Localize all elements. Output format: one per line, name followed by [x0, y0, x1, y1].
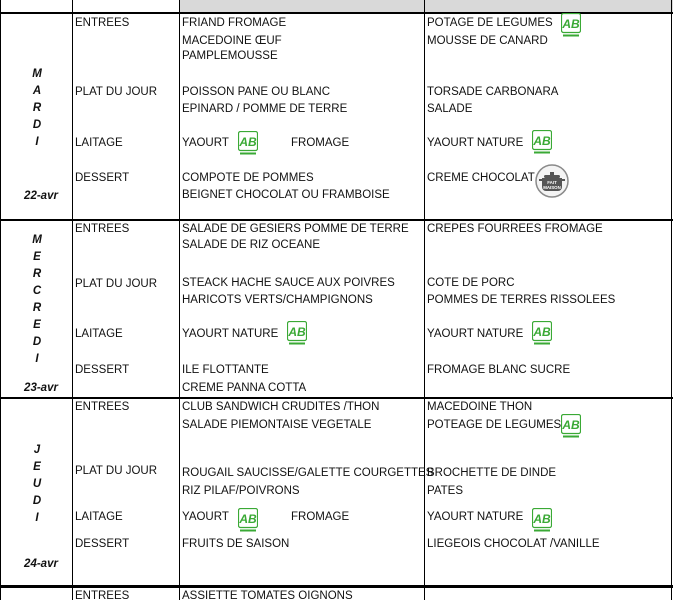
svg-text:AB: AB — [533, 325, 551, 339]
column-divider — [179, 0, 180, 600]
day-letter: R — [32, 302, 42, 314]
menu-item: FRIAND FROMAGE — [182, 17, 287, 29]
svg-text:AB: AB — [533, 512, 551, 526]
ab-organic-icon — [238, 508, 258, 534]
day-name-mardi — [25, 66, 49, 151]
ab-organic-icon — [532, 508, 552, 534]
menu-item: MOUSSE DE CANARD — [427, 35, 548, 47]
day-letter: I — [35, 353, 39, 365]
day-letter: J — [33, 444, 41, 456]
category-label: LAITAGE — [75, 137, 123, 149]
category-label: ENTREES — [75, 223, 130, 235]
category-label: PLAT DU JOUR — [75, 278, 158, 290]
day-letter: M — [32, 234, 42, 246]
ab-organic-icon — [287, 321, 307, 347]
fait-maison-icon — [535, 164, 569, 198]
menu-item: YAOURT — [182, 511, 229, 523]
column-divider — [671, 0, 672, 600]
menu-item: FROMAGE BLANC SUCRE — [427, 364, 571, 376]
menu-item: YAOURT — [182, 137, 229, 149]
header-band — [180, 0, 673, 12]
menu-item: POISSON PANE OU BLANC — [182, 86, 331, 98]
ab-organic-icon — [532, 130, 552, 156]
day-date: 24-avr — [24, 558, 58, 570]
menu-item: COTE DE PORC — [427, 277, 515, 289]
menu-item: YAOURT NATURE — [182, 328, 279, 340]
row-divider — [0, 219, 673, 221]
category-label: DESSERT — [75, 172, 130, 184]
category-label: ENTREES — [75, 401, 130, 413]
menu-item: POTEAGE DE LEGUMES — [427, 419, 562, 431]
menu-item: YAOURT NATURE — [427, 511, 524, 523]
day-letter: D — [32, 336, 42, 348]
menu-item: SALADE DE RIZ OCEANE — [182, 239, 321, 251]
day-letter: I — [35, 512, 39, 524]
menu-item: HARICOTS VERTS/CHAMPIGNONS — [182, 294, 373, 306]
svg-text:AB: AB — [239, 512, 257, 526]
category-label: PLAT DU JOUR — [75, 465, 158, 477]
row-divider — [0, 397, 673, 399]
day-letter: I — [35, 136, 39, 148]
svg-text:AB: AB — [288, 325, 306, 339]
day-letter: C — [32, 285, 42, 297]
day-letter: R — [32, 102, 42, 114]
day-date: 23-avr — [24, 382, 58, 394]
day-letter: R — [32, 268, 42, 280]
menu-item: YAOURT NATURE — [427, 328, 524, 340]
ab-organic-icon — [561, 414, 581, 440]
day-letter: A — [32, 85, 42, 97]
menu-item: BEIGNET CHOCOLAT OU FRAMBOISE — [182, 189, 390, 201]
menu-item: BROCHETTE DE DINDE — [427, 467, 557, 479]
category-label: PLAT DU JOUR — [75, 86, 158, 98]
menu-item: MACEDOINE THON — [427, 401, 533, 413]
menu-item: PATES — [427, 485, 463, 497]
row-divider — [0, 585, 673, 588]
day-letter: E — [33, 251, 41, 263]
svg-text:FAIT: FAIT — [547, 180, 557, 185]
menu-item: YAOURT NATURE — [427, 137, 524, 149]
day-letter: E — [33, 461, 41, 473]
ab-organic-icon — [532, 321, 552, 347]
day-name-mercredi — [25, 232, 49, 368]
menu-item: FROMAGE — [291, 511, 350, 523]
menu-item: LIEGEOIS CHOCOLAT /VANILLE — [427, 538, 600, 550]
menu-item: RIZ PILAF/POIVRONS — [182, 485, 300, 497]
ab-organic-icon — [238, 131, 258, 157]
category-label: LAITAGE — [75, 511, 123, 523]
category-label: ENTREES — [75, 17, 130, 29]
svg-text:AB: AB — [562, 17, 580, 31]
day-name-jeudi — [25, 442, 49, 527]
menu-item: FROMAGE — [291, 137, 350, 149]
category-label: DESSERT — [75, 538, 130, 550]
menu-item: MACEDOINE ŒUF — [182, 35, 282, 47]
ab-organic-icon — [561, 13, 581, 39]
svg-text:AB: AB — [239, 135, 257, 149]
menu-item: CREME CHOCOLAT — [427, 172, 535, 184]
menu-item: POTAGE DE LEGUMES — [427, 17, 553, 29]
svg-text:MAISON: MAISON — [543, 185, 561, 190]
menu-item: CREPES FOURREES FROMAGE — [427, 223, 603, 235]
menu-item: POMMES DE TERRES RISSOLEES — [427, 294, 616, 306]
day-letter: M — [32, 68, 42, 80]
day-letter: E — [33, 319, 41, 331]
menu-item: SALADE DE GESIERS POMME DE TERRE — [182, 223, 409, 235]
menu-item: STEACK HACHE SAUCE AUX POIVRES — [182, 277, 395, 289]
menu-item: PAMPLEMOUSSE — [182, 50, 278, 62]
menu-item: CREME PANNA COTTA — [182, 382, 307, 394]
menu-item: SALADE — [427, 103, 473, 115]
day-date: 22-avr — [24, 190, 58, 202]
menu-item: EPINARD / POMME DE TERRE — [182, 103, 348, 115]
column-divider — [0, 0, 1, 600]
column-divider — [424, 0, 425, 600]
menu-item: FRUITS DE SAISON — [182, 538, 290, 550]
column-divider — [72, 0, 73, 600]
menu-item: ILE FLOTTANTE — [182, 364, 269, 376]
category-label: ENTREES — [75, 590, 130, 602]
day-letter: D — [32, 119, 42, 131]
menu-item: ROUGAIL SAUCISSE/GALETTE COURGETTES — [182, 467, 434, 479]
menu-item: TORSADE CARBONARA — [427, 86, 559, 98]
menu-item: ASSIETTE TOMATES OIGNONS — [182, 590, 353, 602]
svg-text:AB: AB — [562, 418, 580, 432]
menu-item: SALADE PIEMONTAISE VEGETALE — [182, 419, 372, 431]
day-letter: D — [32, 495, 42, 507]
category-label: DESSERT — [75, 364, 130, 376]
svg-text:AB: AB — [533, 134, 551, 148]
category-label: LAITAGE — [75, 328, 123, 340]
menu-item: CLUB SANDWICH CRUDITES /THON — [182, 401, 380, 413]
day-letter: U — [32, 478, 42, 490]
menu-item: COMPOTE DE POMMES — [182, 172, 314, 184]
